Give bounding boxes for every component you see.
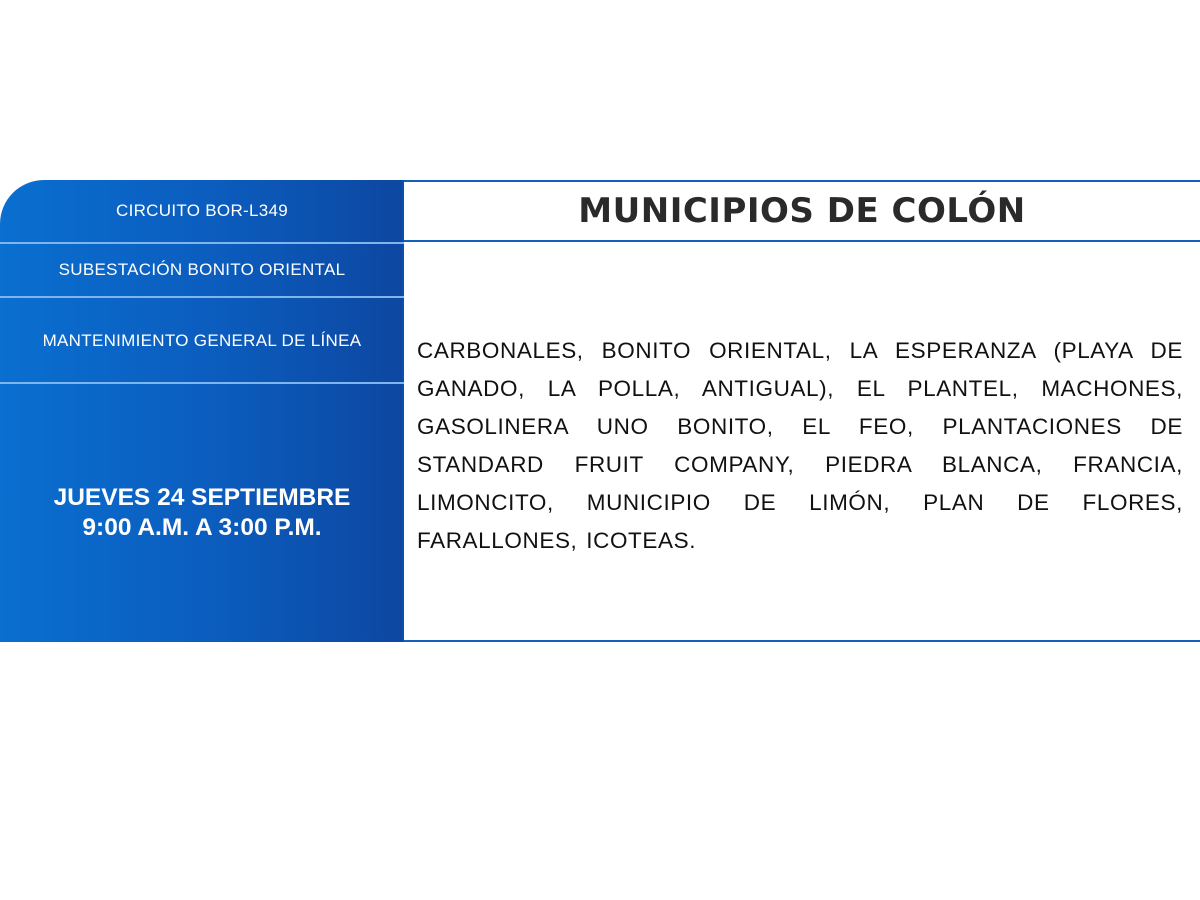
work-type-label: MANTENIMIENTO GENERAL DE LÍNEA [42,330,362,350]
schedule-panel [0,180,404,642]
outage-notice [0,180,1200,642]
date-text: JUEVES 24 SEPTIEMBRE [53,484,351,511]
substation-label: SUBESTACIÓN BONITO ORIENTAL [58,259,346,279]
circuit-label: CIRCUITO BOR-L349 [116,201,288,220]
affected-areas-text: CARBONALES, BONITO ORIENTAL, LA ESPERANZA (PLAYA DE GANADO, LA POLLA, ANTIGUAL), EL PLANTEL, MACHONES, GASOLINERA UNO BONITO, EL FEO, PLANTACIONES DE STANDARD FRUIT COMPANY, PIEDRA BLANCA, FRANCIA, LIMONCITO, MUNICIPIO DE LIMÓN, PLAN DE FLORES, FARALLONES, ICOTEAS. [417,338,1183,553]
page-title: MUNICIPIOS DE COLÓN [578,191,1026,231]
areas-header [404,182,1200,242]
areas-panel [404,180,1200,642]
time-text: 9:00 A.M. A 3:00 P.M. [82,514,322,541]
schedule-datetime [0,384,404,642]
